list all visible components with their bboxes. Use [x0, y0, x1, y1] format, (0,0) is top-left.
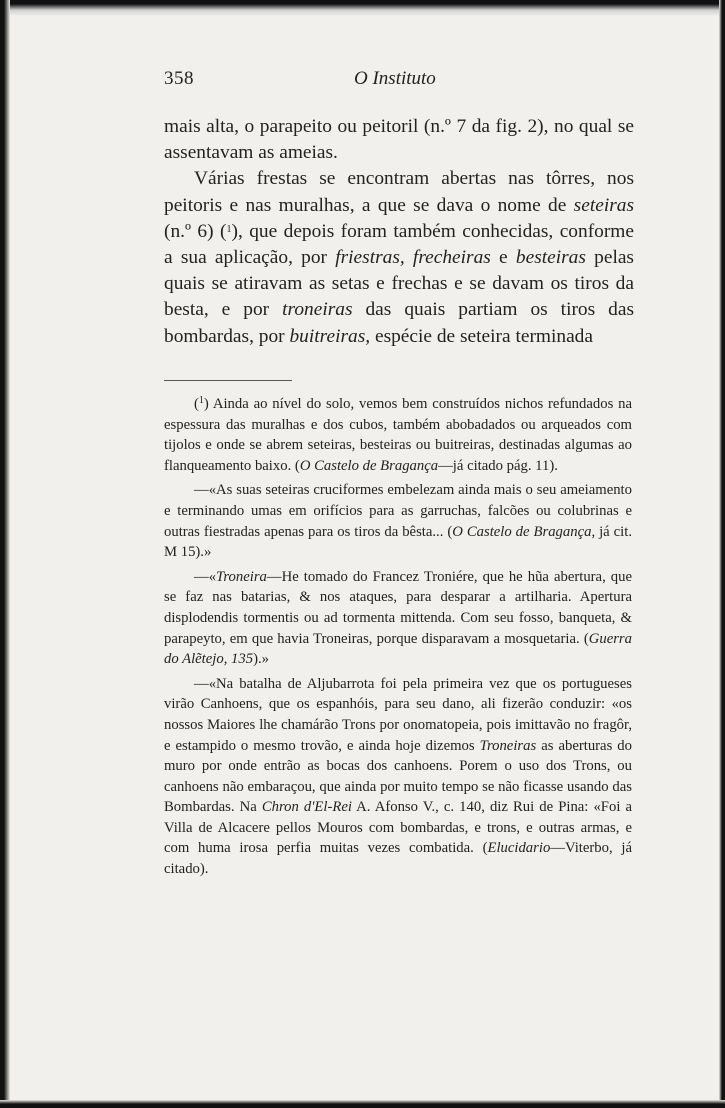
page-header [164, 68, 634, 96]
term-friestras-frecheiras: friestras, frecheiras [335, 247, 491, 269]
footnote-1: ($^1$) Ainda ao nível do solo, vemos bem construídos nichos refundados na espessura das muralhas e dos cubos, também abobadados ou arqueados com tijolos e onde se abrem seteiras, besteiras ou buitreiras, destinadas algumas ao flanqueamento baixo. (O Castelo de Bragança—já citado pág. 11). [164, 395, 632, 474]
running-title: O Instituto [354, 68, 436, 89]
footnote-quote-aljubarrota: —«Na batalha de Aljubarrota foi pela primeira vez que os portugueses virão Canhoens, que os espanhóis, para seu dano, ali fizerão conduzir: «os nossos Maiores lhe chamárão Trons por onomatopeia, pois imittavão no fragôr, e estampido o mesmo trovão, e ainda hoje dizemos Troneiras as aberturas do muro por onde entrão as bocas dos canhoens. Porem o uso dos Trons, ou canhoens não embaraçou, que ainda por muito tempo se não ficasse usando das Bombardas. Na Chron d'El-Rei A. Afonso V., c. 140, diz Rui de Pina: «Foi a Villa de Alcacere pellos Mouros com bombardas, e trons, e outras armas, e com huma irosa perfia muitas vezes combatida. (Elucidario—Viterbo, já citado). [164, 675, 632, 878]
footnote-ref-1: 1 [226, 223, 232, 235]
footnotes [164, 394, 632, 880]
footnote-quote-castelo: —«As suas seteiras cruciformes embelezam ainda mais o seu ameiamento e terminando umas em orifícios para as garruchas, falcões ou colubrinas e outras fiestradas apenas para os tiros da bêsta... (O Castelo de Bragança, já cit. M 15).» [164, 482, 633, 561]
footnote-divider [164, 380, 292, 381]
footnote-quote-troneira: —«Troneira—He tomado do Francez Troniére, que he hũa abertura, que se faz nas batarias, & nos ataques, para desparar a artilharia. Apertura displodendis tormentis ou ad tormenta mittenda. Com seu fosso, banqueta, & parapeyto, em que havia Troneiras, porque disparavam a mosquetaria. (Guerra do Alẽtejo, 135).» [164, 568, 632, 668]
term-buitreiras: buitreiras, [289, 325, 371, 347]
term-troneiras: troneiras [282, 299, 353, 321]
term-besteiras: besteiras [515, 247, 586, 269]
body-paragraph-1: mais alta, o parapeito ou peitoril (n.º 7 da fig. 2), no qual se assentavam as ameias. [164, 116, 634, 164]
term-seteiras: seteiras [573, 194, 634, 216]
page-number: 358 [164, 68, 194, 89]
footnote-marker: 1 [198, 395, 204, 406]
body-text [164, 114, 634, 350]
body-paragraph-2: Várias frestas se encontram abertas nas tôrres, nos peitoris e nas muralhas, a que se dava o nome de seteiras (n.º 6) ($^1$), que depois foram também conhecidas, conforme a sua aplicação, por friestras, frecheiras e besteiras pelas quais se atiravam as setas e frechas e se davam os tiros da besta, e por troneiras das quais partiam os tiros das bombardas, por buitreiras, espécie de seteira terminada [164, 168, 634, 347]
